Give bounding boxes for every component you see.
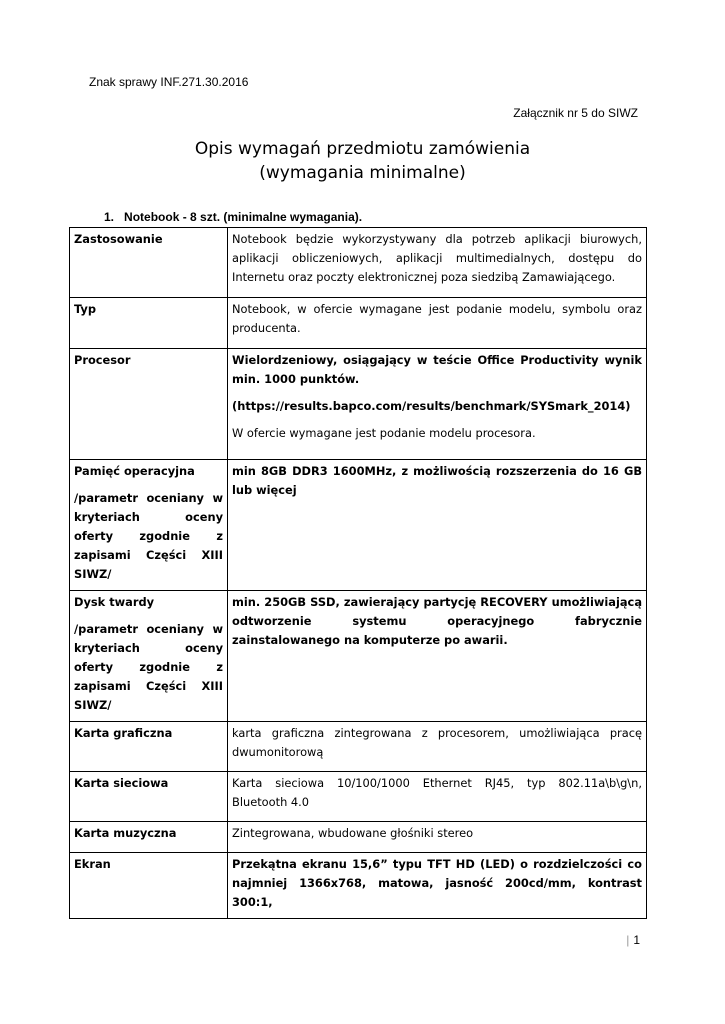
table-row	[70, 460, 647, 591]
row-value: Karta sieciowa 10/100/1000 Ethernet RJ45, typ 802.11a\b\g\n, Bluetooth 4.0	[228, 772, 647, 822]
spec-table	[69, 227, 647, 919]
row-key: Pamięć operacyjna /parametr oceniany w kryteriach oceny oferty zgodnie z zapisami Części XIII SIWZ/	[70, 460, 228, 591]
section-label: Notebook - 8 szt. (minimalne wymagania).	[124, 210, 363, 224]
table-row	[70, 298, 647, 349]
table-row	[70, 853, 647, 919]
page-number	[626, 933, 640, 947]
row-key: Procesor	[70, 349, 228, 460]
document-title	[0, 137, 725, 185]
table-row	[70, 772, 647, 822]
row-value: Notebook będzie wykorzystywany dla potrzeb aplikacji biurowych, aplikacji obliczeniowych, aplikacji multimedialnych, dostępu do Internetu oraz poczty elektronicznej poza siedzibą Zamawiającego.	[228, 228, 647, 298]
row-key: Zastosowanie	[70, 228, 228, 298]
annex-label: Załącznik nr 5 do SIWZ	[513, 106, 638, 120]
row-key: Dysk twardy /parametr oceniany w kryteriach oceny oferty zgodnie z zapisami Części XIII SIWZ/	[70, 591, 228, 722]
row-key: Ekran	[70, 853, 228, 919]
row-key: Karta muzyczna	[70, 822, 228, 853]
processor-note: W ofercie wymagane jest podanie modelu procesora.	[232, 426, 536, 440]
case-number: Znak sprawy INF.271.30.2016	[89, 75, 249, 89]
row-key: Karta graficzna	[70, 722, 228, 772]
row-key: Typ	[70, 298, 228, 349]
table-row	[70, 591, 647, 722]
table-row	[70, 349, 647, 460]
processor-requirement: Wielordzeniowy, osiągający w teście Office Productivity wynik min. 1000 punktów.	[232, 353, 642, 386]
title-line-2: (wymagania minimalne)	[259, 163, 466, 183]
row-value: min. 250GB SSD, zawierający partycję RECOVERY umożliwiającą odtworzenie systemu operacyjnego fabrycznie zainstalowanego na komputerze po awarii.	[228, 591, 647, 722]
row-value: Przekątna ekranu 15,6” typu TFT HD (LED) o rozdzielczości co najmniej 1366x768, matowa, jasność 200cd/mm, kontrast 300:1,	[228, 853, 647, 919]
row-value: karta graficzna zintegrowana z procesorem, umożliwiająca pracę dwumonitorową	[228, 722, 647, 772]
table-row	[70, 722, 647, 772]
evaluated-parameter-note: /parametr oceniany w kryteriach oceny oferty zgodnie z zapisami Części XIII SIWZ/	[74, 622, 223, 712]
table-row	[70, 822, 647, 853]
benchmark-url: (https://results.bapco.com/results/benchmark/SYSmark_2014)	[232, 399, 631, 413]
row-key: Karta sieciowa	[70, 772, 228, 822]
evaluated-parameter-note: /parametr oceniany w kryteriach oceny oferty zgodnie z zapisami Części XIII SIWZ/	[74, 491, 223, 581]
section-heading	[104, 210, 362, 224]
page-separator: |	[626, 933, 630, 947]
row-value: Notebook, w ofercie wymagane jest podanie modelu, symbolu oraz producenta.	[228, 298, 647, 349]
row-value	[228, 349, 647, 460]
page-number-value: 1	[633, 933, 640, 947]
section-number: 1.	[104, 210, 115, 224]
row-value: Zintegrowana, wbudowane głośniki stereo	[228, 822, 647, 853]
title-line-1: Opis wymagań przedmiotu zamówienia	[194, 139, 531, 159]
row-value: min 8GB DDR3 1600MHz, z możliwością rozszerzenia do 16 GB lub więcej	[228, 460, 647, 591]
table-row	[70, 228, 647, 298]
